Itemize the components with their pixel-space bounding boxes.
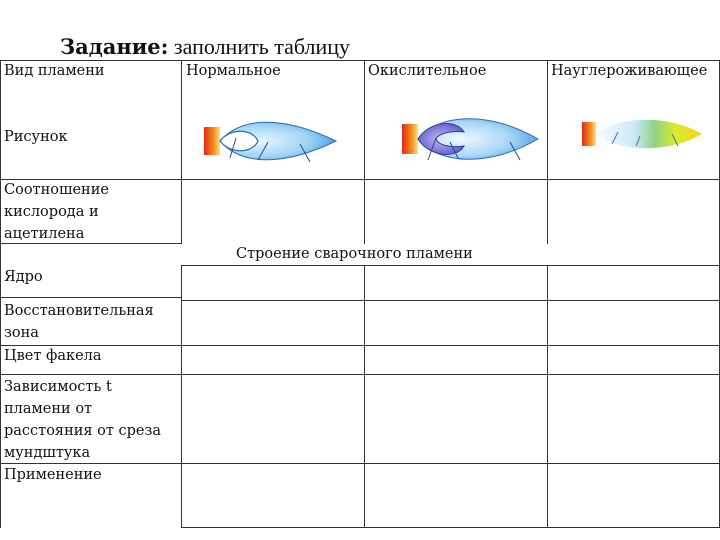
temp-line: Зависимость t: [4, 379, 112, 395]
grid-line: [0, 297, 181, 298]
row-label-flame-color: Цвет факела: [4, 348, 102, 364]
section-caption: Строение сварочного пламени: [236, 246, 473, 262]
grid-line: [547, 265, 548, 528]
normal-flame-image: [200, 112, 340, 168]
grid-line: [364, 265, 365, 528]
row-label-reducing-zone: [4, 300, 154, 344]
carburizing-flame-image: [578, 114, 708, 156]
header-flame-type: Вид пламени: [4, 63, 105, 79]
grid-line: [181, 527, 720, 528]
reducing-line: Восстановительная: [4, 303, 154, 319]
ratio-line: Соотношение: [4, 182, 109, 198]
header-carburizing: Науглероживающее: [551, 63, 708, 79]
row-label-temperature: [4, 376, 161, 464]
oxidizing-flame-image: [398, 108, 548, 168]
grid-line: [181, 265, 182, 528]
header-oxidizing: Окислительное: [368, 63, 487, 79]
row-label-picture: Рисунок: [4, 129, 68, 145]
grid-line: [181, 265, 720, 266]
grid-line: [181, 60, 182, 244]
row-label-core: Ядро: [4, 269, 43, 285]
grid-line: [0, 374, 720, 375]
ratio-line: кислорода и: [4, 204, 99, 220]
temp-line: пламени от: [4, 401, 93, 417]
title-label: Задание:: [60, 34, 169, 59]
row-label-usage: Применение: [4, 467, 102, 483]
title-text: заполнить таблицу: [168, 34, 351, 59]
ratio-line: ацетилена: [4, 226, 85, 242]
reducing-line: зона: [4, 325, 39, 341]
temp-line: мундштука: [4, 445, 91, 461]
page-title: [60, 34, 350, 60]
header-normal: Нормальное: [186, 63, 281, 79]
grid-line: [0, 60, 1, 528]
grid-line: [181, 300, 720, 301]
grid-line: [0, 60, 720, 61]
grid-line: [364, 60, 365, 244]
grid-line: [0, 345, 720, 346]
temp-line: расстояния от среза: [4, 423, 162, 439]
row-label-ratio: [4, 179, 109, 245]
